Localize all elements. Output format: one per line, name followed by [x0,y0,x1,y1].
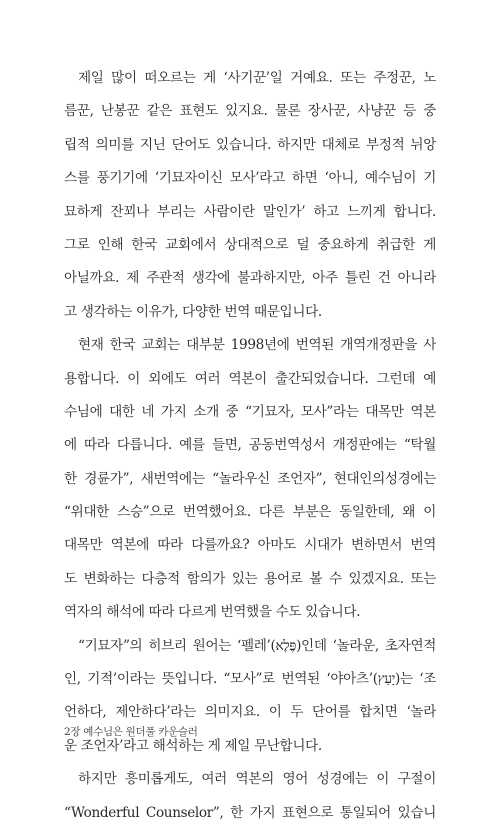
text-line: 하지만 흥미롭게도, 여러 역본의 영어 성경에는 이 구절이 [78,771,436,788]
text-line: 고 생각하는 이유가, 다양한 번역 때문입니다. [64,303,322,320]
text-line: “기묘자”의 히브리 원어는 ‘펠레’(פֶּלֶא)인데 ‘놀라운, 초자연적 [78,637,436,654]
text-line: 인, 기적’이라는 뜻입니다. “모사”로 번역된 ‘야아츠’(יָעַץ)는 ‘조 [64,671,436,688]
text-line: 묘하게 잔꾀나 부리는 사람이란 말인가’ 하고 느끼게 합니다. [64,203,436,220]
text-line: 현재 한국 교회는 대부분 1998년에 번역된 개역개정판을 사 [78,337,436,354]
text-line: 스를 풍기기에 ‘기묘자이신 모사’라고 하면 ‘아니, 예수님이 기 [64,170,436,187]
text-line: 름꾼, 난봉꾼 같은 표현도 있지요. 물론 장사꾼, 사냥꾼 등 중 [64,103,436,120]
paragraph-2 [64,329,436,630]
paragraph-3 [64,630,436,764]
text-line: 수님에 대한 네 가지 소개 중 “기묘자, 모사”라는 대목만 역본 [64,403,436,420]
text-line: 역자의 해석에 따라 다르게 번역했을 수도 있습니다. [64,604,361,621]
text-line: 용합니다. 이 외에도 여러 역본이 출간되었습니다. 그런데 예 [64,370,436,387]
text-line: 운 조언자’라고 해석하는 게 제일 무난합니다. [64,737,322,754]
text-line: “위대한 스승”으로 번역했어요. 다른 부분은 동일한데, 왜 이 [64,504,436,521]
text-line: 대목만 역본에 따라 다를까요? 아마도 시대가 변하면서 번역 [64,537,436,554]
text-line: 한 경륜가”, 새번역에는 “놀라우신 조언자”, 현대인의성경에는 [64,470,436,487]
text-line: 그로 인해 한국 교회에서 상대적으로 덜 중요하게 취급한 게 [64,236,436,253]
text-line: 언하다, 제안하다’라는 의미지요. 이 두 단어를 합치면 ‘놀라 [64,704,436,721]
paragraph-4 [64,763,436,830]
body-text [64,62,436,830]
paragraph-1 [64,62,436,329]
text-line: 에 따라 다릅니다. 예를 들면, 공동번역성서 개정판에는 “탁월 [64,437,436,454]
text-line: “Wonderful Counselor”, 한 가지 표현으로 통일되어 있습니 [64,804,436,821]
text-line: 도 변화하는 다층적 함의가 있는 용어로 볼 수 있겠지요. 또는 [64,570,436,587]
text-line: 립적 의미를 지닌 단어도 있습니다. 하지만 대체로 부정적 뉘앙 [64,136,436,153]
text-line: 아닐까요. 제 주관적 생각에 불과하지만, 아주 틀린 건 아니라 [64,270,436,287]
running-footer: 2장 예수님은 원더풀 카운슬러 [64,726,198,738]
text-line: 제일 많이 떠오르는 게 ‘사기꾼’일 거예요. 또는 주정꾼, 노 [78,70,436,86]
